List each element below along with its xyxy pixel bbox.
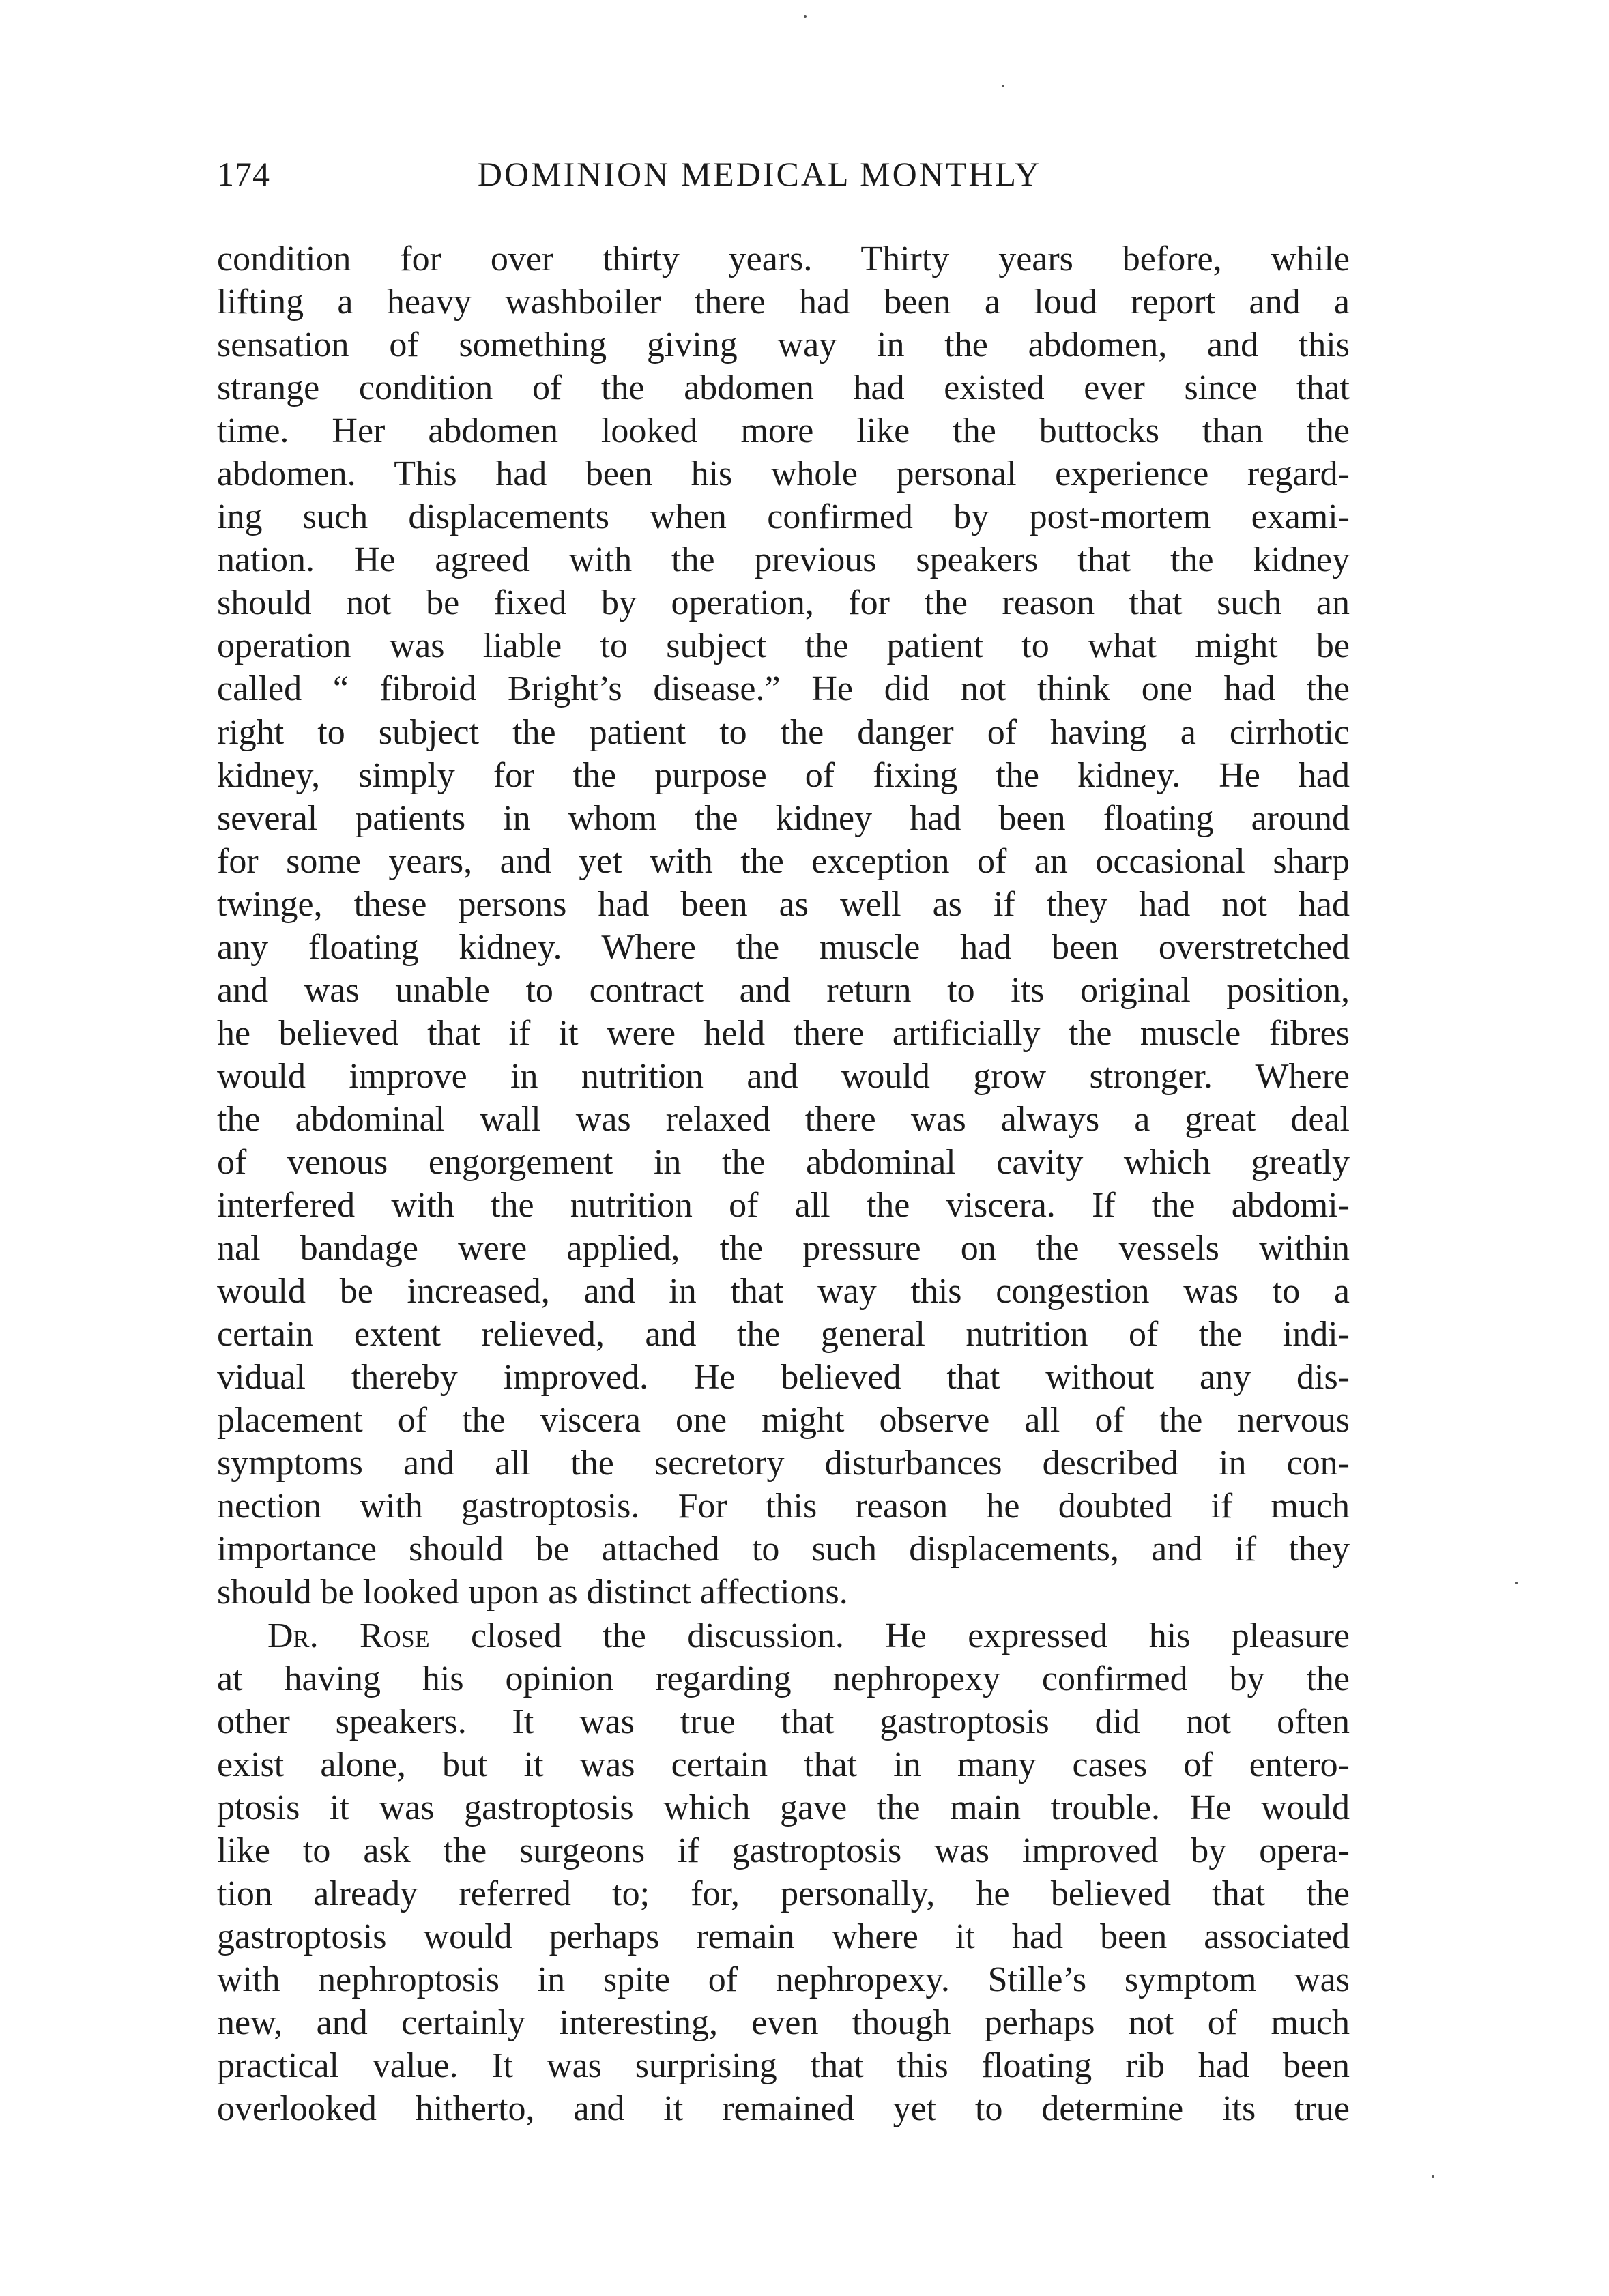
- text-line: ptosis it was gastroptosis which gave the main trouble. He would: [217, 1788, 1350, 1827]
- text-line: vidual thereby improved. He believed that without any dis-: [217, 1358, 1350, 1397]
- body-text: [217, 237, 1350, 2129]
- scan-speck: [1002, 85, 1004, 87]
- text-line: condition for over thirty years. Thirty years before, while: [217, 239, 1350, 278]
- text-line: tion already referred to; for, personally, he believed that the: [217, 1874, 1350, 1913]
- page-number: 174: [217, 155, 270, 193]
- text-line: other speakers. It was true that gastroptosis did not often: [217, 1702, 1350, 1741]
- text-line: with nephroptosis in spite of nephropexy. Stille’s symptom was: [217, 1960, 1350, 1999]
- text-line: overlooked hitherto, and it remained yet to determine its true: [217, 2089, 1350, 2129]
- text-line: at having his opinion regarding nephropexy confirmed by the: [217, 1659, 1350, 1698]
- text-line: practical value. It was surprising that this floating rib had been: [217, 2046, 1350, 2085]
- text-line: nation. He agreed with the previous speakers that the kidney: [217, 540, 1350, 580]
- text-line: several patients in whom the kidney had been floating around: [217, 798, 1350, 838]
- text-line: exist alone, but it was certain that in many cases of entero-: [217, 1745, 1350, 1784]
- text-line: new, and certainly interesting, even though perhaps not of much: [217, 2003, 1350, 2042]
- page-header: [217, 154, 1145, 205]
- text-line: right to subject the patient to the danger of having a cirrhotic: [217, 712, 1350, 752]
- text-fragment: closed the discussion. He expressed his pleasure: [429, 1616, 1350, 1655]
- text-line: kidney, simply for the purpose of fixing the kidney. He had: [217, 755, 1350, 795]
- text-line: placement of the viscera one might observe all of the nervous: [217, 1401, 1350, 1440]
- text-line: twinge, these persons had been as well as if they had not had: [217, 884, 1350, 924]
- text-line: the abdominal wall was relaxed there was always a great deal: [217, 1099, 1350, 1139]
- text-line: ing such displacements when confirmed by post-mortem exami-: [217, 497, 1350, 537]
- text-line: sensation of something giving way in the abdomen, and this: [217, 325, 1350, 365]
- text-line: should not be fixed by operation, for the reason that such an: [217, 583, 1350, 623]
- text-line: operation was liable to subject the patient to what might be: [217, 626, 1350, 666]
- scan-speck: [1515, 1582, 1518, 1584]
- text-line: interfered with the nutrition of all the viscera. If the abdomi-: [217, 1186, 1350, 1225]
- text-line: gastroptosis would perhaps remain where it had been associated: [217, 1917, 1350, 1956]
- paragraph-end-line: should be looked upon as distinct affections.: [217, 1573, 848, 1612]
- text-line: would improve in nutrition and would grow stronger. Where: [217, 1056, 1350, 1096]
- speaker-name: Dr. Rose: [267, 1616, 430, 1655]
- text-line: symptoms and all the secretory disturbances described in con-: [217, 1444, 1350, 1483]
- text-line: importance should be attached to such displacements, and if they: [217, 1530, 1350, 1569]
- text-line: and was unable to contract and return to its original position,: [217, 970, 1350, 1010]
- text-line: certain extent relieved, and the general nutrition of the indi-: [217, 1315, 1350, 1354]
- text-line: nal bandage were applied, the pressure on the vessels within: [217, 1229, 1350, 1268]
- running-title: DOMINION MEDICAL MONTHLY: [477, 155, 1042, 193]
- text-line: abdomen. This had been his whole personal experience regard-: [217, 454, 1350, 494]
- text-line: like to ask the surgeons if gastroptosis was improved by opera-: [217, 1831, 1350, 1870]
- scan-speck: [1432, 2175, 1434, 2178]
- text-line: of venous engorgement in the abdominal cavity which greatly: [217, 1142, 1350, 1182]
- scan-speck: [804, 15, 807, 18]
- text-line: any floating kidney. Where the muscle had been overstretched: [217, 927, 1350, 967]
- text-line: time. Her abdomen looked more like the buttocks than the: [217, 411, 1350, 451]
- text-line: for some years, and yet with the exception of an occasional sharp: [217, 841, 1350, 881]
- text-line: he believed that if it were held there artificially the muscle fibres: [217, 1013, 1350, 1053]
- paragraph-start-line: [217, 1614, 1350, 1657]
- text-line: strange condition of the abdomen had existed ever since that: [217, 368, 1350, 408]
- text-line: lifting a heavy washboiler there had been a loud report and a: [217, 282, 1350, 322]
- text-line: nection with gastroptosis. For this reason he doubted if much: [217, 1487, 1350, 1526]
- text-line: would be increased, and in that way this congestion was to a: [217, 1272, 1350, 1311]
- text-line: called “ fibroid Bright’s disease.” He did not think one had the: [217, 669, 1350, 709]
